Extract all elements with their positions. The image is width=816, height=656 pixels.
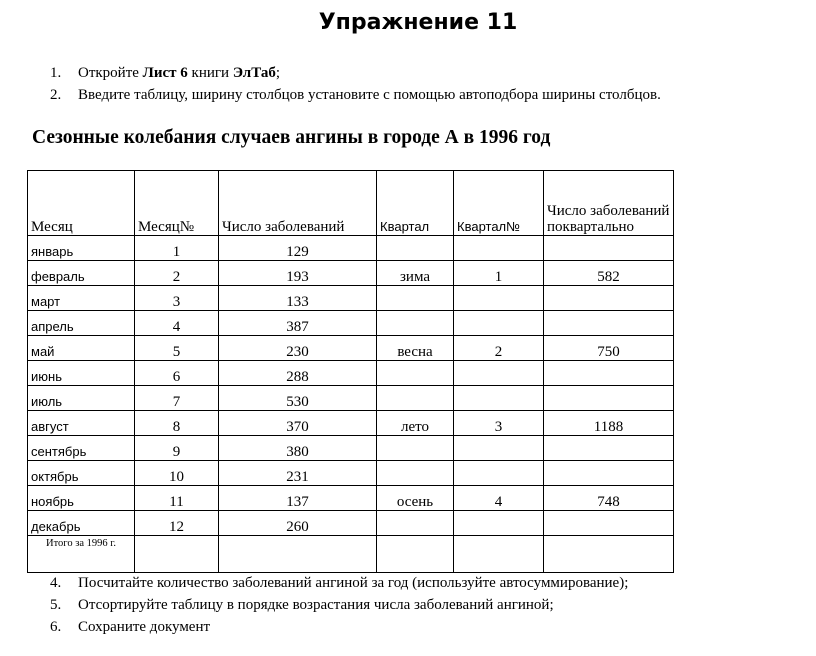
header-quarterly-cases: Число заболеваний поквартально — [544, 171, 674, 236]
instruction-text-part: Введите таблицу, ширину столбцов установите с помощью автоподбора ширины столбцов. — [78, 87, 661, 103]
month-number-cell: 8 — [135, 411, 219, 436]
header-quarter-number: Квартал№ — [454, 171, 544, 236]
cases-cell: 387 — [219, 311, 377, 336]
month-number-cell: 7 — [135, 386, 219, 411]
table-row — [28, 511, 674, 536]
month-number-cell: 4 — [135, 311, 219, 336]
quarter-number-cell — [454, 386, 544, 411]
table-row — [28, 436, 674, 461]
quarter-number-cell: 1 — [454, 261, 544, 286]
cases-cell: 530 — [219, 386, 377, 411]
table-row — [28, 336, 674, 361]
table-row — [28, 411, 674, 436]
cases-cell: 129 — [219, 236, 377, 261]
month-number-cell: 2 — [135, 261, 219, 286]
cases-cell: 193 — [219, 261, 377, 286]
instruction-item — [50, 616, 628, 638]
quarter-number-cell: 4 — [454, 486, 544, 511]
table-row — [28, 261, 674, 286]
cases-cell: 231 — [219, 461, 377, 486]
quarterly-cases-cell — [544, 236, 674, 261]
quarterly-cases-cell — [544, 436, 674, 461]
cases-cell: 288 — [219, 361, 377, 386]
header-quarter: Квартал — [377, 171, 454, 236]
table-header-row — [28, 171, 674, 236]
table-row — [28, 486, 674, 511]
table-row — [28, 461, 674, 486]
total-empty-cell — [219, 536, 377, 573]
month-number-cell: 6 — [135, 361, 219, 386]
quarter-number-cell: 3 — [454, 411, 544, 436]
header-cases: Число заболеваний — [219, 171, 377, 236]
quarterly-cases-cell — [544, 386, 674, 411]
instruction-text-part: ; — [275, 65, 281, 81]
month-cell: февраль — [28, 261, 135, 286]
data-table — [27, 170, 674, 573]
instruction-text — [78, 84, 661, 106]
month-cell: май — [28, 336, 135, 361]
total-empty-cell — [544, 536, 674, 573]
month-cell: август — [28, 411, 135, 436]
quarterly-cases-cell: 748 — [544, 486, 674, 511]
instruction-number: 5. — [50, 597, 62, 613]
quarterly-cases-cell — [544, 361, 674, 386]
month-number-cell: 10 — [135, 461, 219, 486]
month-number-cell: 11 — [135, 486, 219, 511]
total-row — [28, 536, 674, 573]
table-row — [28, 286, 674, 311]
quarter-cell — [377, 361, 454, 386]
instruction-item — [50, 62, 661, 84]
total-empty-cell — [135, 536, 219, 573]
cases-cell: 137 — [219, 486, 377, 511]
quarter-cell — [377, 286, 454, 311]
header-month: Месяц — [28, 171, 135, 236]
table-row — [28, 311, 674, 336]
cases-cell: 380 — [219, 436, 377, 461]
month-cell: январь — [28, 236, 135, 261]
quarterly-cases-cell: 1188 — [544, 411, 674, 436]
instruction-text — [78, 62, 280, 84]
month-number-cell: 5 — [135, 336, 219, 361]
month-cell: март — [28, 286, 135, 311]
cases-cell: 260 — [219, 511, 377, 536]
quarter-cell: лето — [377, 411, 454, 436]
total-label-cell: Итого за 1996 г. — [28, 536, 135, 573]
total-empty-cell — [377, 536, 454, 573]
instruction-text: Отсортируйте таблицу в порядке возрастания числа заболеваний ангиной; — [78, 597, 554, 613]
cases-cell: 230 — [219, 336, 377, 361]
instruction-number: 6. — [50, 619, 62, 635]
quarter-cell — [377, 236, 454, 261]
month-cell: апрель — [28, 311, 135, 336]
instructions-bottom — [50, 572, 628, 638]
instruction-bold-text: Лист 6 — [142, 65, 188, 81]
instruction-item — [50, 84, 661, 106]
quarterly-cases-cell — [544, 511, 674, 536]
table-row — [28, 236, 674, 261]
month-cell: ноябрь — [28, 486, 135, 511]
quarterly-cases-cell: 750 — [544, 336, 674, 361]
table-title: Сезонные колебания случаев ангины в городе А в 1996 год — [32, 127, 551, 148]
table-body — [28, 236, 674, 573]
quarter-number-cell — [454, 361, 544, 386]
month-number-cell: 1 — [135, 236, 219, 261]
quarter-cell — [377, 386, 454, 411]
month-cell: июнь — [28, 361, 135, 386]
instruction-item — [50, 572, 628, 594]
instruction-number: 4. — [50, 575, 62, 591]
cases-cell: 370 — [219, 411, 377, 436]
instruction-text: Посчитайте количество заболеваний ангиной за год (используйте автосуммирование); — [78, 575, 629, 591]
header-month-number: Месяц№ — [135, 171, 219, 236]
month-cell: октябрь — [28, 461, 135, 486]
instruction-number: 1. — [50, 65, 62, 81]
quarter-number-cell — [454, 236, 544, 261]
quarter-cell: осень — [377, 486, 454, 511]
quarter-number-cell — [454, 511, 544, 536]
quarterly-cases-cell: 582 — [544, 261, 674, 286]
quarterly-cases-cell — [544, 461, 674, 486]
month-cell: декабрь — [28, 511, 135, 536]
month-number-cell: 9 — [135, 436, 219, 461]
instruction-item — [50, 594, 628, 616]
month-number-cell: 3 — [135, 286, 219, 311]
quarter-number-cell — [454, 436, 544, 461]
instruction-text-part: книги — [187, 65, 233, 81]
quarter-number-cell — [454, 311, 544, 336]
total-empty-cell — [454, 536, 544, 573]
instruction-text-part: Откройте — [78, 65, 143, 81]
instruction-text: Сохраните документ — [78, 619, 211, 635]
quarter-cell — [377, 311, 454, 336]
instruction-bold-text: ЭлТаб — [232, 65, 276, 81]
quarterly-cases-cell — [544, 311, 674, 336]
instruction-number: 2. — [50, 87, 62, 103]
quarter-cell — [377, 461, 454, 486]
quarter-number-cell: 2 — [454, 336, 544, 361]
quarterly-cases-cell — [544, 286, 674, 311]
month-number-cell: 12 — [135, 511, 219, 536]
month-cell: июль — [28, 386, 135, 411]
cases-cell: 133 — [219, 286, 377, 311]
month-cell: сентябрь — [28, 436, 135, 461]
quarter-cell: зима — [377, 261, 454, 286]
exercise-title: Упражнение 11 — [318, 10, 518, 35]
instructions-top — [50, 62, 661, 106]
quarter-number-cell — [454, 461, 544, 486]
quarter-number-cell — [454, 286, 544, 311]
quarter-cell — [377, 436, 454, 461]
table-row — [28, 386, 674, 411]
quarter-cell — [377, 511, 454, 536]
table-row — [28, 361, 674, 386]
quarter-cell: весна — [377, 336, 454, 361]
